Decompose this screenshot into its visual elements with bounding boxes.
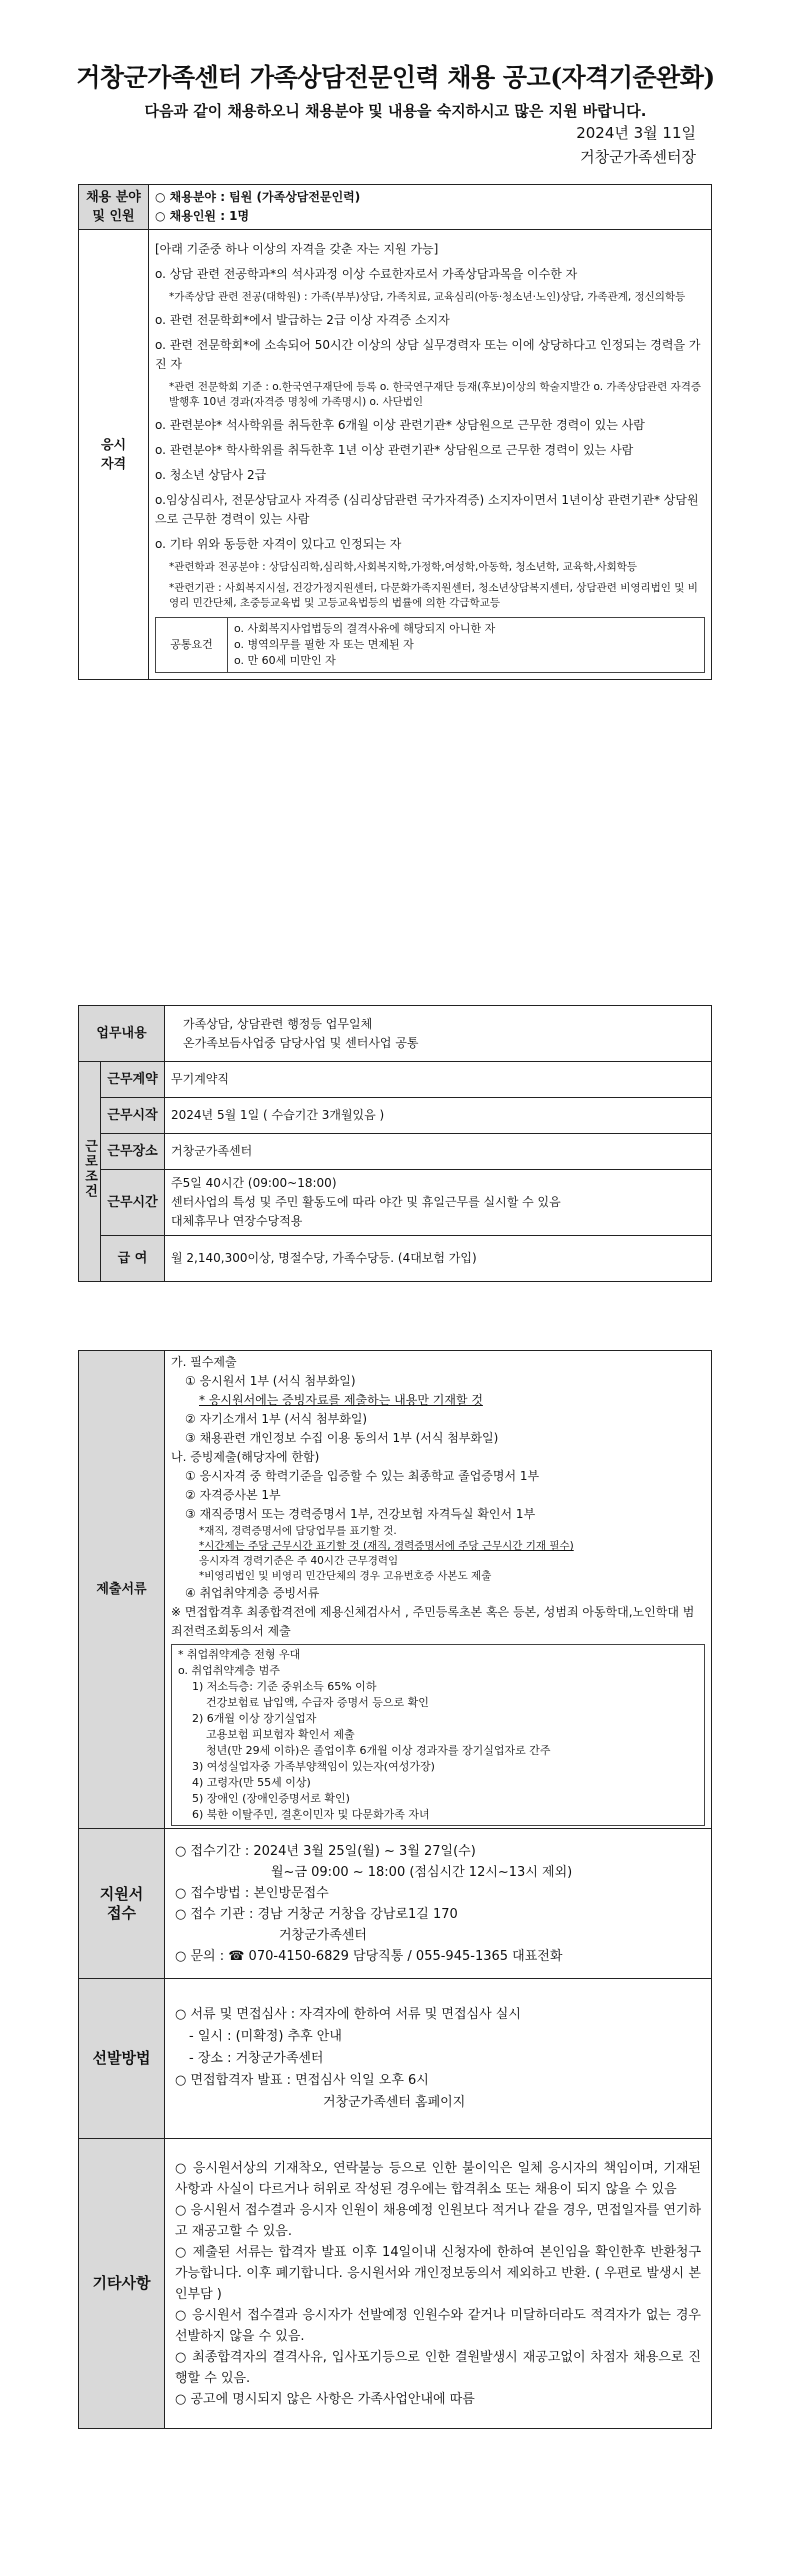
qual-item: o. 기타 위와 동등한 자격이 있다고 인정되는 자 [155,537,402,551]
qual-item: o. 관련 전문학회*에 소속되어 50시간 이상의 상담 실무경력자 또는 이에 상당하다고 인정되는 경력을 가진 자 [155,338,701,371]
apply-line: 거창군가족센터 [279,1927,367,1943]
documents-cell [165,1351,712,1829]
vuln-line: 청년(만 29세 이하)은 졸업이후 6개월 이상 경과자를 장기실업자로 간주 [206,1744,551,1757]
cond-label: 근무계약 [101,1062,165,1098]
qual-item: o. 관련분야* 석사학위를 취득한후 6개월 이상 관련기관* 상담원으로 근무한 경력이 있는 사람 [155,418,645,432]
etc-cell [165,2139,712,2429]
doc-line: ② 자격증사본 1부 [185,1488,281,1502]
qual-item: o. 관련 전문학회*에서 발급하는 2급 이상 자격증 소지자 [155,313,450,327]
doc-line: 응시자격 경력기준은 주 40시간 근무경력임 [199,1555,399,1567]
conditions-label: 근로조건 [79,1062,101,1282]
common-item: o. 만 60세 미만인 자 [234,654,336,667]
recruit-cell [149,185,712,230]
etc-line: ○ 응시원서 접수결과 응시자가 선발예정 인원수와 같거나 미달하더라도 적격자가 없는 경우 선발하지 않을 수 있음. [175,2307,701,2344]
page-title: 거창군가족센터 가족상담전문인력 채용 공고(자격기준완화) [76,63,715,92]
selection-line: ○ 서류 및 면접심사 : 자격자에 한하여 서류 및 면접심사 실시 [175,2006,521,2022]
work-table [78,1005,712,1282]
qual-item: *관련 전문학회 기준 : o.한국연구재단에 등록 o. 한국연구재단 등재(후보)이상의 학술지발간 o. 가족상담관련 자격증 발행후 10년 경과(자격증 명칭에 가족명시) o. 사단법인 [169,381,702,408]
common-requirements [155,617,705,673]
qualification-cell [149,230,712,680]
recruit-label: 채용 분야 및 인원 [79,185,149,230]
vulnerable-list [172,1645,705,1826]
notice-org: 거창군가족센터장 [580,148,696,166]
duty-line: 온가족보듬사업중 담당사업 및 센터사업 공통 [183,1035,419,1050]
cond-value: 무기계약직 [165,1062,712,1098]
doc-line: ③ 재직증명서 또는 경력증명서 1부, 건강보험 자격득실 확인서 1부 [185,1507,536,1521]
doc-line: ① 응시자격 중 학력기준을 입증할 수 있는 최종학교 졸업증명서 1부 [185,1469,540,1483]
recruit-table [78,184,712,680]
qualification-label: 응시 자격 [79,230,149,680]
selection-line: ○ 면접합격자 발표 : 면접심사 익일 오후 6시 [175,2072,429,2088]
qual-item: o.임상심리사, 전문상담교사 자격증 (심리상담관련 국가자격증) 소지자이면서 1년이상 관련기관* 상담원으로 근무한 경력이 있는 사람 [155,493,699,526]
duty-label: 업무내용 [79,1006,165,1062]
selection-line: 거창군가족센터 홈페이지 [323,2094,466,2110]
cond-line: 대체휴무나 연장수당적용 [171,1214,303,1228]
cond-label: 근무장소 [101,1134,165,1170]
vuln-line: 2) 6개월 이상 장기실업자 [192,1712,317,1725]
apply-label: 지원서 접수 [79,1829,165,1979]
common-item: o. 사회복지사업법등의 결격사유에 해당되지 아니한 자 [234,622,496,635]
vuln-line: * 취업취약계층 전형 우대 [178,1648,301,1661]
qual-note: *관련기관 : 사회복지시설, 건강가정지원센터, 다문화가족지원센터, 청소년상담복지센터, 상담관련 비영리법인 및 비영리 민간단체, 초중등교육법 및 고등교육법등의 법률에 의한 각급학교등 [169,582,698,609]
cond-line: 주5일 40시간 (09:00~18:00) [171,1176,337,1190]
duty-cell [165,1006,712,1062]
cond-line: 센터사업의 특성 및 주민 활동도에 따라 야간 및 휴일근무를 실시할 수 있음 [171,1195,561,1209]
vuln-line: 고용보험 피보험자 확인서 제출 [206,1728,355,1741]
cond-value: 월 2,140,300이상, 명절수당, 가족수당등. (4대보험 가입) [165,1236,712,1282]
cond-label: 근무시작 [101,1098,165,1134]
doc-line: *재직, 경력증명서에 담당업무를 표기할 것. [199,1525,397,1537]
selection-label: 선발방법 [79,1979,165,2139]
vulnerable-box [171,1644,705,1826]
doc-line: ① 응시원서 1부 (서식 첨부화일) [185,1374,356,1388]
apply-line: 월~금 09:00 ~ 18:00 (점심시간 12시~13시 제외) [271,1864,573,1880]
cond-label: 급 여 [101,1236,165,1282]
vuln-line: 6) 북한 이탈주민, 결혼이민자 및 다문화가족 자녀 [192,1808,430,1821]
documents-label: 제출서류 [79,1351,165,1829]
doc-line: 가. 필수제출 [171,1355,237,1369]
doc-line: *시간제는 주당 근무시간 표기할 것 (재직, 경력증명서에 주당 근무시간 기재 필수) [199,1540,574,1552]
selection-line: - 일시 : (미확정) 추후 안내 [189,2028,342,2044]
apply-line: ○ 접수기간 : 2024년 3월 25일(월) ~ 3월 27일(수) [175,1843,476,1859]
doc-line: 나. 증빙제출(해당자에 한함) [171,1450,320,1464]
etc-label: 기타사항 [79,2139,165,2429]
etc-line: ○ 공고에 명시되지 않은 사항은 가족사업안내에 따름 [175,2391,475,2407]
qual-item: o. 상담 관련 전공학과*의 석사과정 이상 수료한자로서 가족상담과목을 이수한 자 [155,267,578,281]
etc-line: ○ 최종합격자의 결격사유, 입사포기등으로 인한 결원발생시 재공고없이 차점자 채용으로 진행할 수 있음. [175,2349,701,2386]
selection-cell [165,1979,712,2139]
apply-line: ○ 접수방법 : 본인방문접수 [175,1885,329,1901]
doc-line: ④ 취업취약계층 증빙서류 [185,1586,320,1600]
common-list [228,618,705,673]
recruit-field: ○ 채용분야 : 팀원 (가족상담전문인력) [155,190,361,204]
apply-line: ○ 접수 기관 : 경남 거창군 거창읍 강남로1길 170 [175,1906,458,1922]
qualification-lead: [아래 기준중 하나 이상의 자격을 갖춘 자는 지원 가능] [155,242,439,256]
cond-label: 근무시간 [101,1170,165,1236]
vuln-line: o. 취업취약계층 범주 [178,1664,281,1677]
notice-date: 2024년 3월 11일 [576,124,696,142]
qual-item: *가족상담 관련 전공(대학원) : 가족(부부)상담, 가족치료, 교육심리(아동·청소년·노인)상담, 가족관계, 정신의학등 [169,291,686,303]
vuln-line: 4) 고령자(만 55세 이상) [192,1776,311,1789]
etc-line: ○ 제출된 서류는 합격자 발표 이후 14일이내 신청자에 한하여 본인임을 확인한후 반환청구 가능합니다. 이후 폐기합니다. 응시원서와 개인정보동의서 제외하고 반환. ( 우편로 발생시 본인부담 ) [175,2244,701,2302]
intro-text: 다음과 같이 채용하오니 채용분야 및 내용을 숙지하시고 많은 지원 바랍니다. [144,102,647,120]
common-item: o. 병역의무를 필한 자 또는 면제된 자 [234,638,414,651]
etc-line: ○ 응시원서 접수결과 응시자 인원이 채용예정 인원보다 적거나 같을 경우, 면접일자를 연기하고 재공고할 수 있음. [175,2202,701,2239]
cond-value: 거창군가족센터 [165,1134,712,1170]
qual-item: o. 청소년 상담사 2급 [155,468,267,482]
duty-line: 가족상담, 상담관련 행정등 업무일체 [183,1016,373,1031]
info-table [78,1350,712,2429]
doc-line: *비영리법인 및 비영리 민간단체의 경우 고유번호증 사본도 제출 [199,1570,492,1582]
cond-value [165,1170,712,1236]
apply-line: ○ 문의 : ☎ 070-4150-6829 담당직통 / 055-945-1365 대표전화 [175,1948,563,1964]
qual-item: o. 관련분야* 학사학위를 취득한후 1년 이상 관련기관* 상담원으로 근무한 경력이 있는 사람 [155,443,634,457]
doc-line: ② 자기소개서 1부 (서식 첨부화일) [185,1412,368,1426]
etc-line: ○ 응시원서상의 기재착오, 연락불능 등으로 인한 불이익은 일체 응시자의 책임이며, 기재된 사항과 사실이 다르거나 허위로 작성된 경우에는 합격취소 또는 채용이 되지 않을 수 있음 [175,2160,701,2197]
cond-value: 2024년 5월 1일 ( 수습기간 3개월있음 ) [165,1098,712,1134]
doc-line: ③ 채용관련 개인정보 수집 이용 동의서 1부 (서식 첨부화일) [185,1431,499,1445]
selection-line: - 장소 : 거창군가족센터 [189,2050,324,2066]
apply-cell [165,1829,712,1979]
vuln-line: 3) 여성실업자중 가족부양책임이 있는자(여성가장) [192,1760,435,1773]
recruit-count: ○ 채용인원 : 1명 [155,209,250,223]
vuln-line: 건강보험료 납입액, 수급자 증명서 등으로 확인 [206,1696,429,1709]
qual-note: *관련학과 전공분야 : 상담심리학,심리학,사회복지학,가정학,여성학,아동학, 청소년학, 교육학,사회학등 [169,561,638,573]
doc-line: * 응시원서에는 증빙자료를 제출하는 내용만 기재할 것 [199,1393,483,1407]
vuln-line: 1) 저소득층: 기준 중위소득 65% 이하 [192,1680,377,1693]
common-label: 공통요건 [156,618,228,673]
vuln-line: 5) 장애인 (장애인증명서로 확인) [192,1792,350,1805]
doc-line: ※ 면접합격후 최종합격전에 제용신체검사서 , 주민등록초본 혹은 등본, 성범죄 아동학대,노인학대 범죄전력조회동의서 제출 [171,1605,695,1638]
